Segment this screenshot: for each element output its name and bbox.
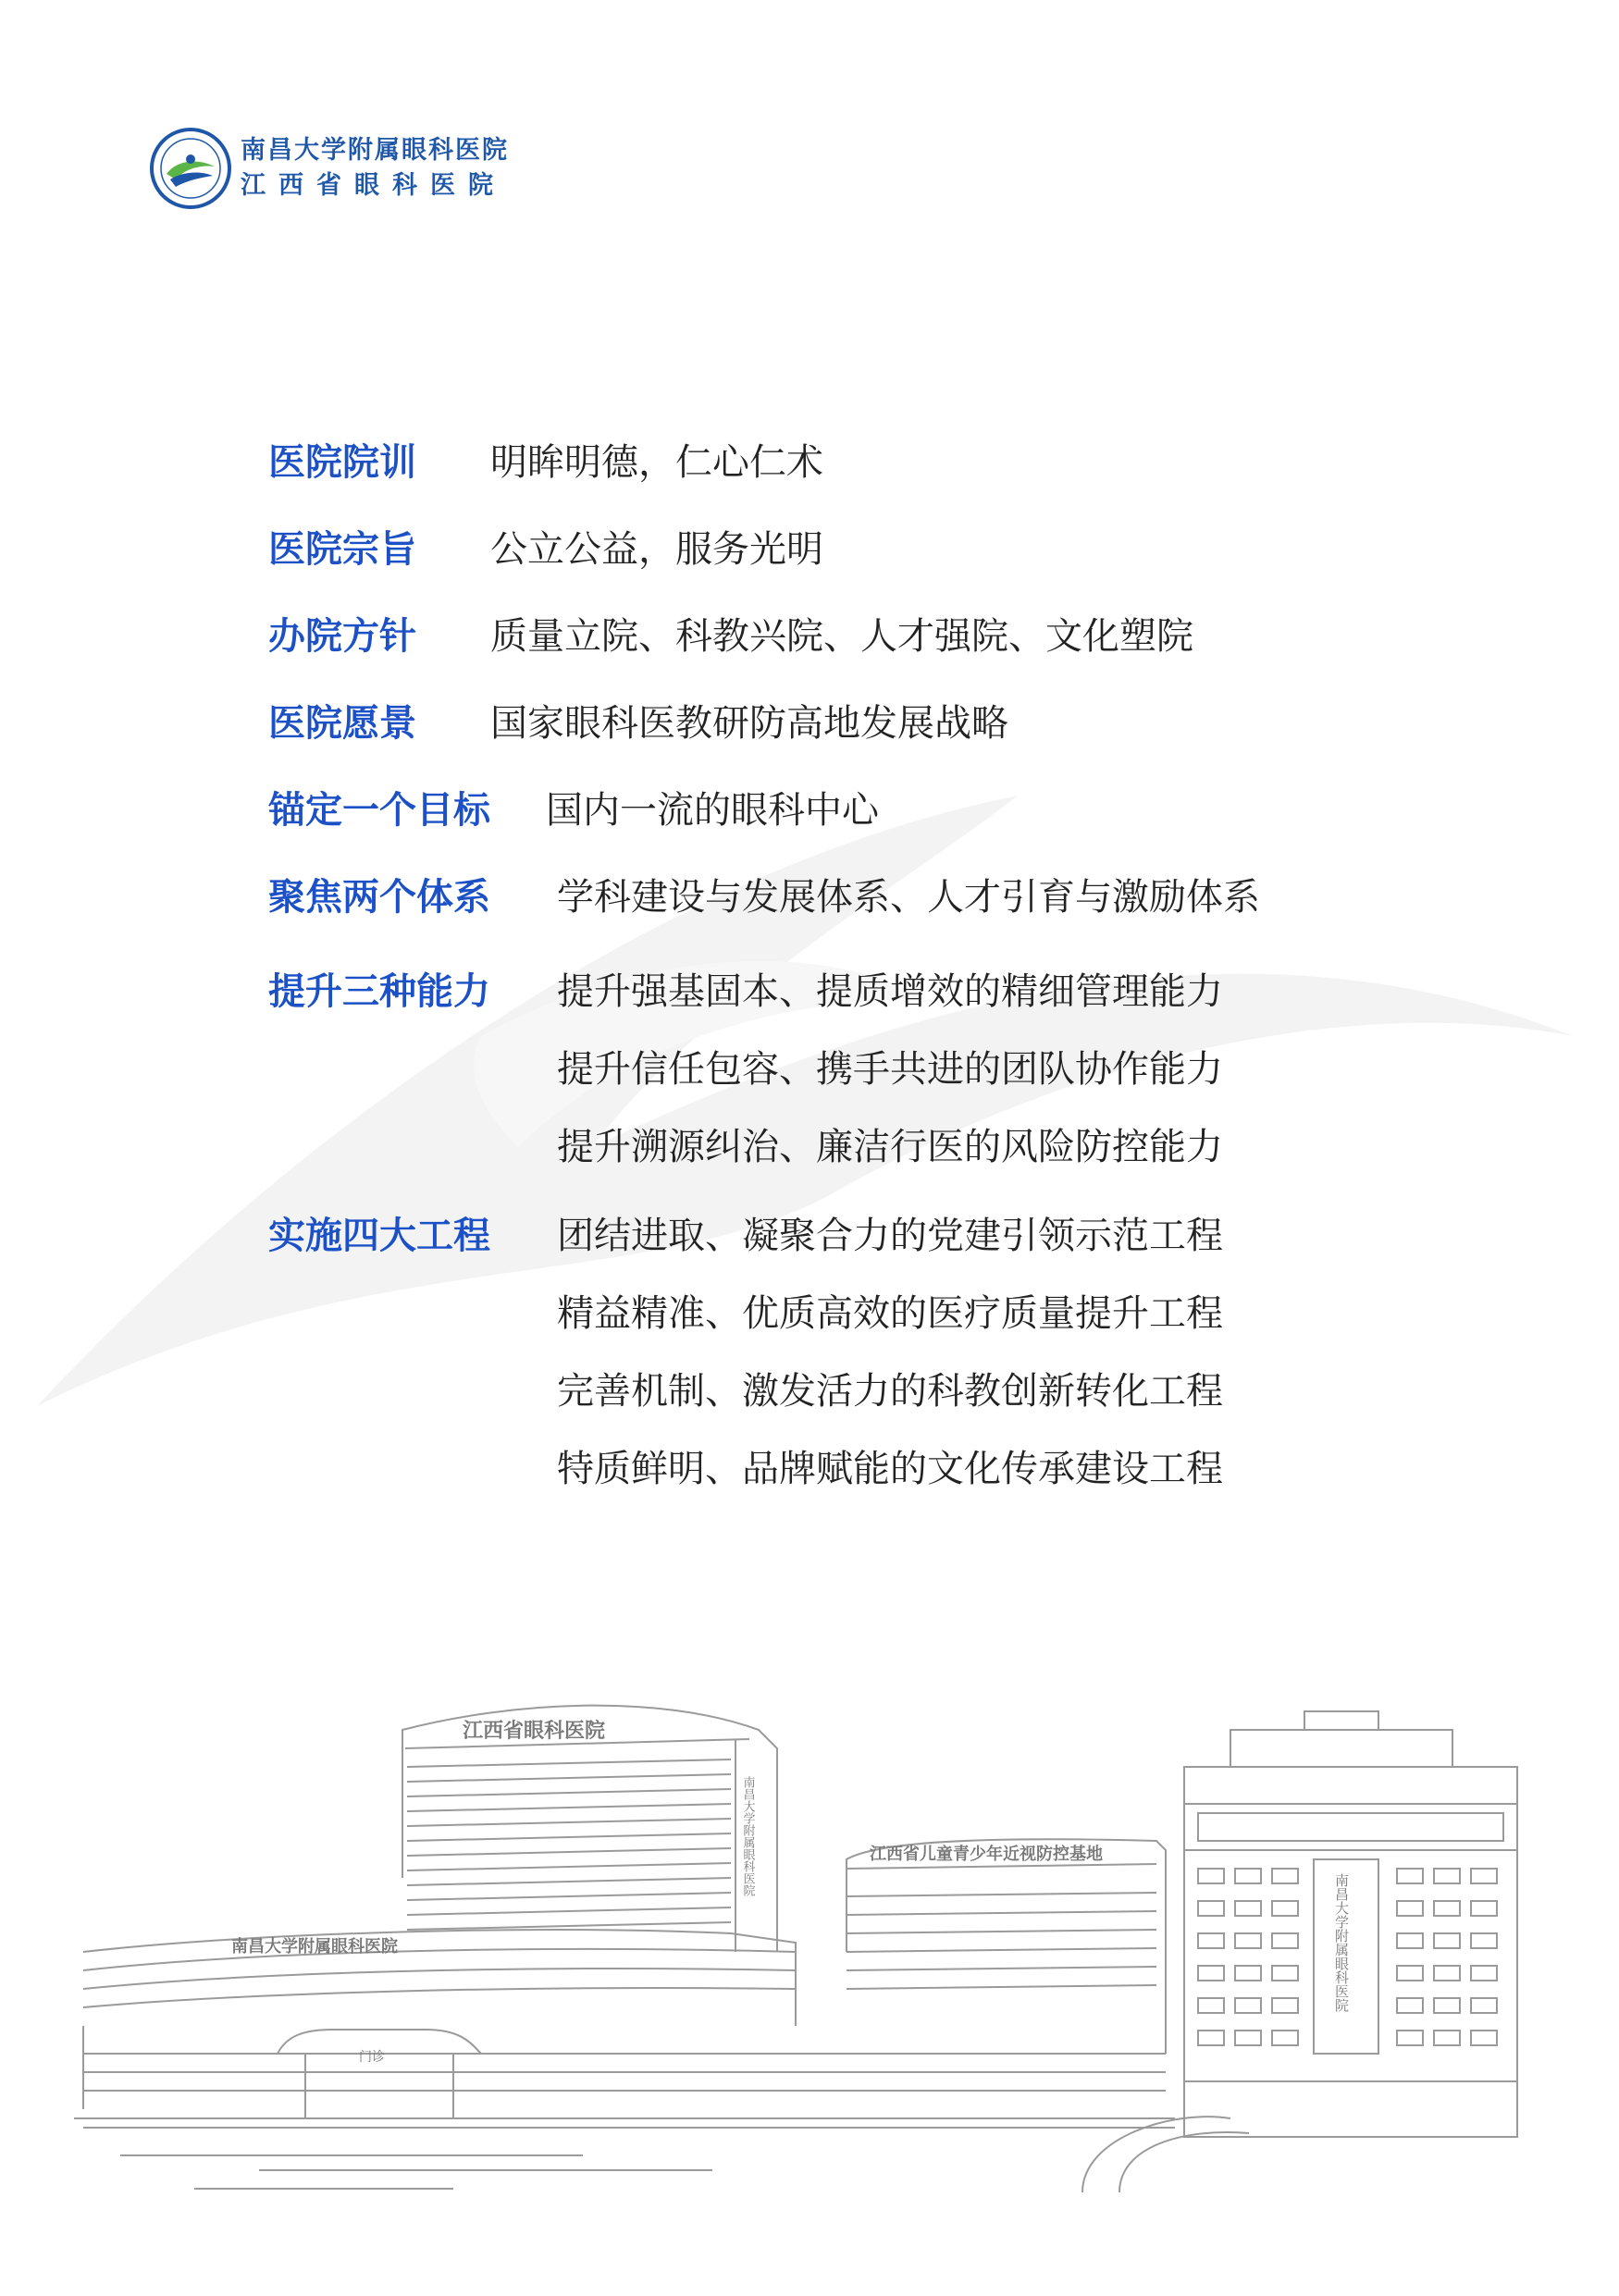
row-goal bbox=[268, 783, 1563, 870]
hospital-buildings-illustration bbox=[65, 1674, 1563, 2229]
entrance-sign: 门诊 bbox=[359, 2050, 385, 2065]
value-project-2: 精益精准、优质高效的医疗质量提升工程 bbox=[557, 1292, 1223, 1335]
label-policy: 办院方针 bbox=[268, 615, 416, 658]
label-projects: 实施四大工程 bbox=[268, 1215, 490, 1257]
label-abilities: 提升三种能力 bbox=[268, 970, 490, 1013]
value-project-3: 完善机制、激发活力的科教创新转化工程 bbox=[557, 1370, 1223, 1413]
label-tenet: 医院宗旨 bbox=[268, 528, 416, 571]
row-policy bbox=[268, 609, 1563, 696]
label-vision: 医院愿景 bbox=[268, 702, 416, 745]
value-tenet: 公立公益，服务光明 bbox=[490, 528, 823, 571]
row-vision bbox=[268, 696, 1563, 783]
value-motto: 明眸明德，仁心仁术 bbox=[490, 441, 823, 484]
value-project-4: 特质鲜明、品牌赋能的文化传承建设工程 bbox=[557, 1448, 1223, 1490]
main-building-vertical-sign: 南昌大学附属眼科医院 bbox=[740, 1776, 755, 1896]
main-tower-floors bbox=[407, 1759, 731, 1930]
value-ability-1: 提升强基固本、提质增效的精细管理能力 bbox=[557, 970, 1223, 1013]
myopia-center-sign: 江西省儿童青少年近视防控基地 bbox=[870, 1845, 1103, 1864]
value-ability-2: 提升信任包容、携手共进的团队协作能力 bbox=[557, 1048, 1223, 1091]
row-motto bbox=[268, 435, 1563, 522]
logo-name-line2: 江西省眼科医院 bbox=[241, 171, 506, 200]
row-systems bbox=[268, 870, 1563, 957]
row-abilities bbox=[268, 964, 1563, 1197]
label-systems: 聚焦两个体系 bbox=[268, 876, 490, 919]
podium-sign: 南昌大学附属眼科医院 bbox=[231, 1937, 398, 1957]
row-tenet bbox=[268, 522, 1563, 609]
value-vision: 国家眼科医教研防高地发展战略 bbox=[490, 702, 1008, 745]
hospital-principles bbox=[268, 435, 1563, 1519]
hospital-emblem-icon bbox=[148, 126, 233, 211]
value-ability-3: 提升溯源纠治、廉洁行医的风险防控能力 bbox=[557, 1126, 1223, 1168]
row-projects bbox=[268, 1208, 1563, 1519]
value-project-1: 团结进取、凝聚合力的党建引领示范工程 bbox=[557, 1215, 1223, 1257]
value-policy: 质量立院、科教兴院、人才强院、文化塑院 bbox=[490, 615, 1193, 658]
value-systems: 学科建设与发展体系、人才引育与激励体系 bbox=[557, 876, 1260, 919]
logo-name-line1: 南昌大学附属眼科医院 bbox=[241, 136, 509, 165]
main-building-sign: 江西省眼科医院 bbox=[463, 1720, 606, 1743]
old-building-vertical-sign: 南昌大学附属眼科医院 bbox=[1333, 1873, 1350, 2012]
value-goal: 国内一流的眼科中心 bbox=[546, 789, 879, 832]
hospital-logo bbox=[148, 126, 537, 211]
label-goal: 锚定一个目标 bbox=[268, 789, 490, 832]
label-motto: 医院院训 bbox=[268, 441, 416, 484]
old-building-windows bbox=[1198, 1813, 1503, 2045]
